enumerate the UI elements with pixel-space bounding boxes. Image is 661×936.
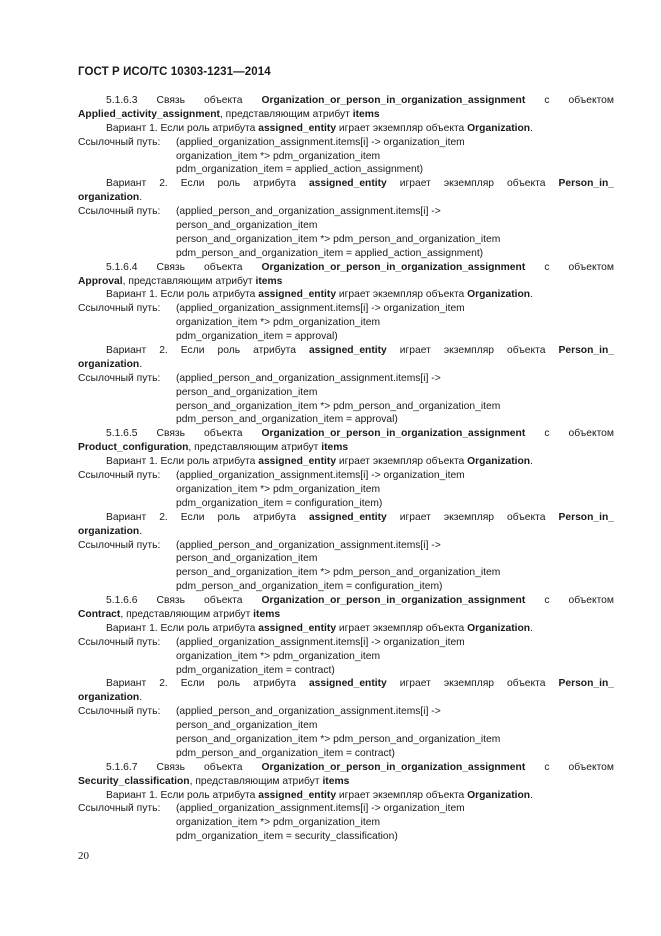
variant-text: играет экземпляр объекта (338, 456, 465, 468)
reference-path-line: person_and_organization_item (176, 220, 318, 232)
variant-text: Вариант 2. Если роль атрибута (106, 178, 296, 190)
reference-path-line: organization_item *> pdm_organization_item (176, 150, 381, 162)
target-object: Contract (78, 608, 121, 620)
clause-target-line (78, 441, 614, 455)
variant-text: играет экземпляр объекта (338, 622, 465, 634)
reference-path-line: organization_item *> pdm_organization_item (176, 817, 381, 829)
clause-rest: , представляющим атрибут (120, 608, 251, 620)
variant-text: Вариант 2. Если роль атрибута (106, 678, 296, 690)
variant-1 (78, 455, 614, 469)
clause-lead: 5.1.6.4 Связь объекта (106, 261, 243, 273)
clause-heading (78, 594, 614, 608)
variant-end: . (530, 456, 533, 468)
variant-text: Вариант 1. Если роль атрибута (106, 622, 256, 634)
clause-connector: с объектом (544, 761, 614, 773)
variant-text: Вариант 1. Если роль атрибута (106, 289, 256, 301)
variant-object: Organization (467, 622, 531, 634)
clause-connector: с объектом (544, 95, 614, 106)
reference-path-line: person_and_organization_item *> pdm_person_and_organization_item (176, 400, 501, 412)
variant-attr: assigned_entity (308, 678, 387, 690)
clause-heading (78, 761, 614, 775)
variant-object: Organization (467, 289, 531, 301)
reference-path-line: person_and_organization_item *> pdm_person_and_organization_item (176, 233, 501, 245)
reference-path-line: (applied_person_and_organization_assignment.items[i] -> (176, 539, 441, 551)
clause-section (78, 261, 614, 428)
reference-path-row (78, 469, 614, 483)
variant-object: Organization (467, 122, 531, 134)
reference-path-label: Ссылочный путь: (78, 636, 161, 648)
clause-target-line (78, 275, 614, 289)
object-name: Organization_or_person_in_organization_assignment (261, 261, 526, 273)
variant-end: . (530, 122, 533, 134)
reference-path-line: pdm_person_and_organization_item = applied_action_assignment) (176, 247, 484, 259)
variant-end: . (139, 692, 143, 704)
reference-path-line: person_and_organization_item *> pdm_person_and_organization_item (176, 567, 501, 579)
reference-path-line: person_and_organization_item (176, 386, 318, 398)
variant-text: играет экземпляр объекта (338, 789, 465, 801)
variant-2-cont (78, 525, 614, 539)
variant-attr: assigned_entity (258, 456, 337, 468)
reference-path-row (78, 302, 614, 316)
target-object: Applied_activity_assignment (78, 108, 220, 120)
reference-path-line: organization_item *> pdm_organization_item (176, 317, 381, 329)
variant-object: organization (78, 525, 140, 537)
variant-2-cont (78, 691, 614, 705)
variant-text: играет экземпляр объекта (399, 678, 546, 690)
variant-attr: assigned_entity (258, 289, 337, 301)
reference-path-line: person_and_organization_item (176, 553, 318, 565)
clause-connector: с объектом (544, 595, 614, 607)
variant-object: Organization (467, 789, 531, 801)
clause-rest: , представляющим атрибут (122, 275, 253, 287)
reference-path-line: (applied_organization_assignment.items[i] -> organization_item (176, 136, 465, 148)
variant-text: Вариант 1. Если роль атрибута (106, 122, 256, 134)
variant-object: Person_in_ (558, 178, 614, 190)
attribute-name: items (352, 108, 380, 120)
clause-target-line (78, 608, 614, 622)
variant-1 (78, 288, 614, 302)
variant-2-cont (78, 358, 614, 372)
reference-path-line: (applied_organization_assignment.items[i] -> organization_item (176, 303, 465, 315)
variant-1 (78, 622, 614, 636)
reference-path-label: Ссылочный путь: (78, 539, 161, 551)
variant-text: играет экземпляр объекта (338, 122, 465, 134)
reference-path-line: pdm_organization_item = configuration_item) (176, 497, 383, 509)
variant-2 (78, 677, 614, 691)
reference-path-line: (applied_organization_assignment.items[i] -> organization_item (176, 636, 465, 648)
clause-lead: 5.1.6.7 Связь объекта (106, 761, 243, 773)
variant-attr: assigned_entity (258, 622, 337, 634)
reference-path-line: pdm_person_and_organization_item = configuration_item) (176, 581, 443, 593)
page-number: 20 (78, 850, 89, 862)
reference-path-line: (applied_person_and_organization_assignment.items[i] -> (176, 706, 441, 718)
attribute-name: items (253, 608, 281, 620)
variant-attr: assigned_entity (308, 178, 387, 190)
reference-path-label: Ссылочный путь: (78, 372, 161, 384)
reference-path-label: Ссылочный путь: (78, 206, 161, 218)
variant-text: играет экземпляр объекта (338, 289, 465, 301)
variant-2 (78, 511, 614, 525)
attribute-name: items (321, 442, 349, 454)
target-object: Approval (78, 275, 123, 287)
variant-attr: assigned_entity (258, 122, 337, 134)
variant-text: Вариант 2. Если роль атрибута (106, 511, 296, 523)
attribute-name: items (322, 775, 350, 787)
reference-path-line: (applied_person_and_organization_assignment.items[i] -> (176, 372, 441, 384)
document-header: ГОСТ Р ИСО/ТС 10303-1231—2014 (78, 66, 271, 78)
clause-connector: с объектом (544, 428, 614, 440)
variant-1 (78, 789, 614, 803)
reference-path-line: pdm_organization_item = applied_action_assignment) (176, 164, 423, 176)
clause-lead: 5.1.6.3 Связь объекта (106, 95, 243, 106)
object-name: Organization_or_person_in_organization_assignment (261, 95, 526, 106)
variant-end: . (139, 525, 143, 537)
variant-object: Organization (467, 456, 531, 468)
variant-attr: assigned_entity (308, 511, 387, 523)
target-object: Security_classification (78, 775, 190, 787)
reference-path-row (78, 372, 614, 386)
object-name: Organization_or_person_in_organization_assignment (261, 761, 526, 773)
variant-object: Person_in_ (558, 345, 614, 357)
variant-attr: assigned_entity (308, 345, 387, 357)
clause-target-line (78, 775, 614, 789)
variant-end: . (139, 358, 143, 370)
clause-section (78, 761, 614, 844)
clause-rest: , представляющим атрибут (219, 108, 350, 120)
clause-section (78, 427, 614, 594)
variant-object: organization (78, 358, 140, 370)
attribute-name: items (255, 275, 283, 287)
clause-heading (78, 94, 614, 108)
variant-text: Вариант 1. Если роль атрибута (106, 789, 256, 801)
variant-end: . (139, 192, 143, 204)
reference-path-row (78, 705, 614, 719)
object-name: Organization_or_person_in_organization_assignment (261, 595, 526, 607)
variant-2 (78, 177, 614, 191)
variant-text: играет экземпляр объекта (399, 178, 546, 190)
clause-rest: , представляющим атрибут (189, 775, 320, 787)
document-body (78, 94, 614, 844)
reference-path-line: pdm_person_and_organization_item = approval) (176, 414, 398, 426)
variant-attr: assigned_entity (258, 789, 337, 801)
reference-path-line: pdm_organization_item = approval) (176, 331, 338, 343)
reference-path-row (78, 636, 614, 650)
clause-lead: 5.1.6.5 Связь объекта (106, 428, 243, 440)
reference-path-line: (applied_organization_assignment.items[i] -> organization_item (176, 803, 465, 815)
variant-object: organization (78, 692, 140, 704)
variant-object: organization (78, 192, 140, 204)
reference-path-line: pdm_organization_item = security_classification) (176, 831, 398, 843)
reference-path-row (78, 539, 614, 553)
variant-end: . (530, 789, 533, 801)
reference-path-line: organization_item *> pdm_organization_item (176, 483, 381, 495)
clause-lead: 5.1.6.6 Связь объекта (106, 595, 243, 607)
reference-path-line: person_and_organization_item (176, 720, 318, 732)
reference-path-row (78, 205, 614, 219)
reference-path-label: Ссылочный путь: (78, 470, 161, 482)
variant-object: Person_in_ (558, 678, 614, 690)
variant-text: Вариант 2. Если роль атрибута (106, 345, 296, 357)
reference-path-line: person_and_organization_item *> pdm_person_and_organization_item (176, 733, 501, 745)
clause-rest: , представляющим атрибут (188, 442, 319, 454)
reference-path-label: Ссылочный путь: (78, 136, 161, 148)
target-object: Product_configuration (78, 442, 189, 454)
reference-path-label: Ссылочный путь: (78, 303, 161, 315)
reference-path-label: Ссылочный путь: (78, 706, 161, 718)
clause-connector: с объектом (544, 261, 614, 273)
reference-path-line: (applied_person_and_organization_assignment.items[i] -> (176, 206, 441, 218)
variant-end: . (530, 622, 533, 634)
clause-section (78, 94, 614, 261)
reference-path-row (78, 802, 614, 816)
clause-heading (78, 427, 614, 441)
variant-text: играет экземпляр объекта (399, 345, 546, 357)
variant-text: Вариант 1. Если роль атрибута (106, 456, 256, 468)
reference-path-line: organization_item *> pdm_organization_item (176, 650, 381, 662)
clause-target-line (78, 108, 614, 122)
reference-path-line: pdm_person_and_organization_item = contract) (176, 747, 395, 759)
reference-path-line: pdm_organization_item = contract) (176, 664, 335, 676)
variant-text: играет экземпляр объекта (399, 511, 546, 523)
variant-object: Person_in_ (558, 511, 614, 523)
reference-path-line: (applied_organization_assignment.items[i] -> organization_item (176, 470, 465, 482)
variant-2 (78, 344, 614, 358)
clause-section (78, 594, 614, 761)
variant-2-cont (78, 191, 614, 205)
variant-end: . (530, 289, 533, 301)
variant-1 (78, 122, 614, 136)
reference-path-label: Ссылочный путь: (78, 803, 161, 815)
reference-path-row (78, 136, 614, 150)
clause-heading (78, 261, 614, 275)
object-name: Organization_or_person_in_organization_assignment (261, 428, 526, 440)
